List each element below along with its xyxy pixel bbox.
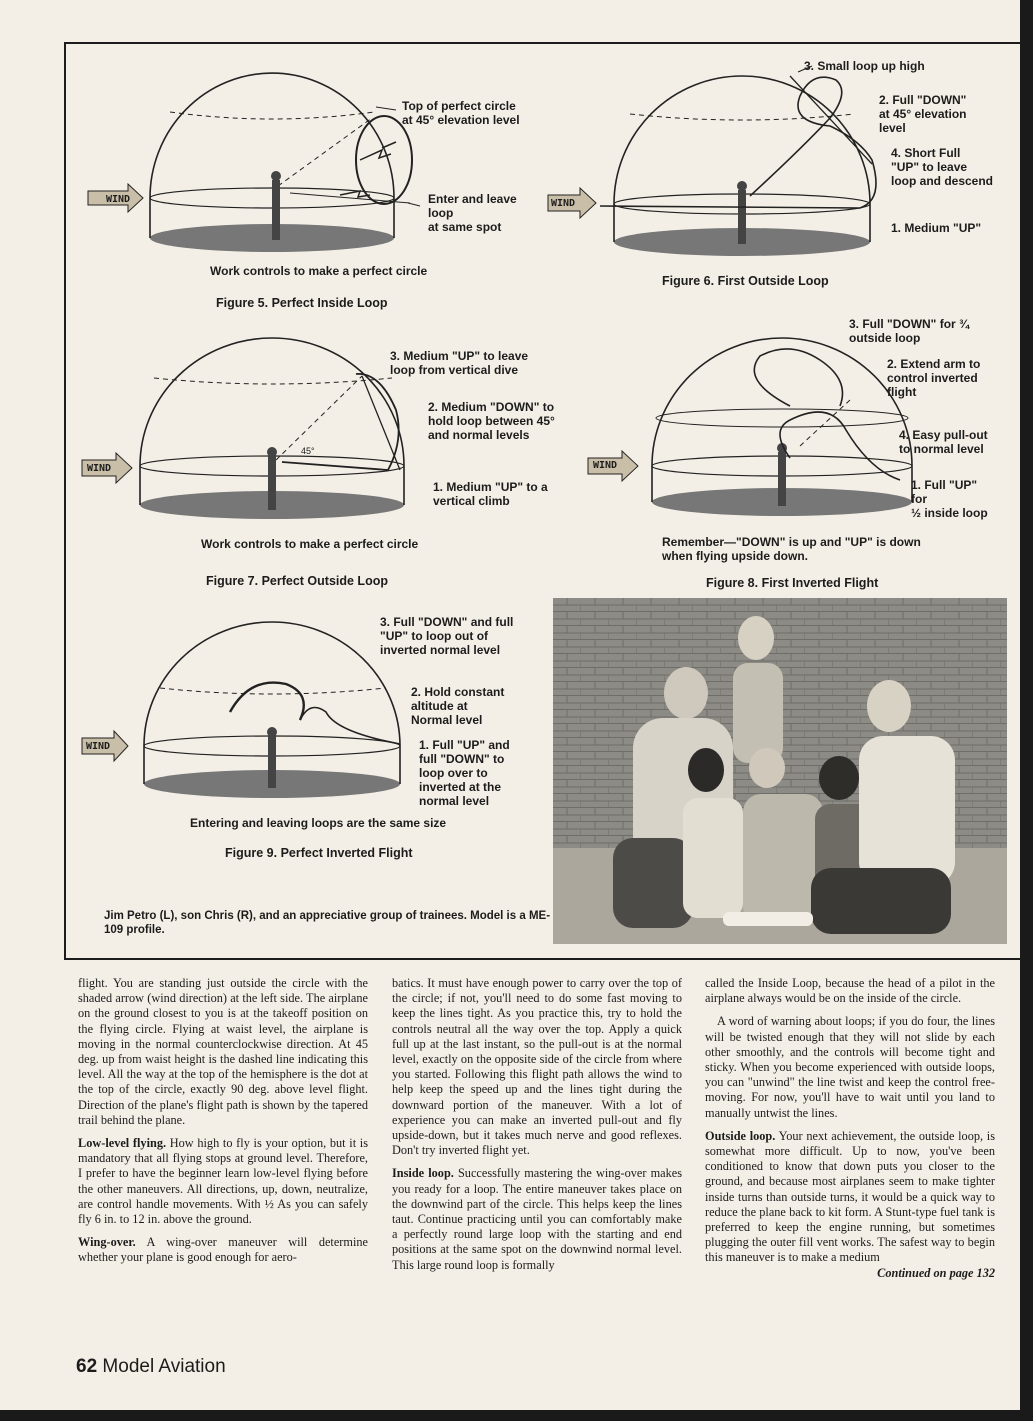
column-1 — [78, 976, 368, 1274]
fig9-note: Entering and leaving loops are the same size — [190, 816, 447, 830]
col3-para-3 — [705, 1129, 995, 1266]
fig5-caption: Figure 5. Perfect Inside Loop — [216, 296, 388, 310]
fig5-note: Work controls to make a perfect circle — [210, 264, 428, 278]
col1-para-3-text: A wing-over maneuver will determine whether your plane is good enough for aero- — [78, 1235, 368, 1265]
scan-edge-right — [1020, 0, 1033, 1421]
low-level-heading: Low-level flying. — [78, 1136, 167, 1151]
fig7-label-1: 1. Medium "UP" to a vertical climb — [433, 480, 548, 508]
col1-para-2 — [78, 1136, 368, 1227]
col2-para-2 — [392, 1166, 682, 1272]
fig5-top-label: Top of perfect circle at 45° elevation level — [402, 99, 520, 127]
wind-label-fig6: WIND — [551, 198, 576, 209]
fig8-label-4: 4. Easy pull-out to normal level — [899, 428, 988, 456]
col3-para-2: A word of warning about loops; if you do four, the lines will be twisted enough that they will not slide by each other smoothly, and the controls will become tight and sticky. When you become experienced with outside loops, you can "unwind" the line twist and keep the control free-moving. For now, you'll have to wait until you land to manually untwist the lines. — [705, 1014, 995, 1120]
col2-para-2-text: Successfully mastering the wing-over makes you ready for a loop. The entire maneuver takes place on the downwind part of the circle. This helps keep the lines taut. Continue practicing until you can comfortably make a perfectly round large loop with the starting and end positions at the same spot on the downwind normal level. This large round loop is formally — [392, 1166, 683, 1272]
page-number: 62 — [76, 1356, 98, 1377]
figure-9-diagram — [0, 0, 600, 900]
continued-note: Continued on page 132 — [877, 1265, 995, 1280]
fig7-angle-label: 45° — [301, 446, 315, 456]
fig6-label-1: 1. Medium "UP" — [891, 221, 982, 235]
scan-edge-bottom — [0, 1410, 1033, 1421]
col2-para-1: batics. It must have enough power to carry over the top of the circle; if not, you'll need to do some fast moving to keep the lines tight. As you practice this, try to hold the controls neutral all the way over the top. Apply a quick full up at the last instant, so the pull-out is at the normal level, exactly on the opposite side of the circle from where you started. Following this flight path allows the wind to help keep the speed up and the lines tight during the downward portion of the maneuver. With a lot of experience you can make an inverted pull-out and fly upside-down, but it takes much nerve and good reflexes. Don't try inverted flight yet. — [392, 976, 682, 1158]
fig7-note: Work controls to make a perfect circle — [201, 537, 419, 551]
outside-loop-heading: Outside loop. — [705, 1128, 776, 1143]
fig7-label-3: 3. Medium "UP" to leave loop from vertical dive — [390, 349, 529, 377]
fig6-caption: Figure 6. First Outside Loop — [662, 274, 829, 288]
fig7-caption: Figure 7. Perfect Outside Loop — [206, 574, 388, 588]
photo-caption: Jim Petro (L), son Chris (R), and an appreciative group of trainees. Model is a ME-109 profile. — [104, 910, 551, 936]
fig9-label-1: 1. Full "UP" and full "DOWN" to loop over to inverted at the normal level — [419, 738, 510, 808]
fig8-label-2: 2. Extend arm to control inverted flight — [887, 357, 981, 399]
fig8-label-3: 3. Full "DOWN" for ¾ outside loop — [849, 317, 970, 345]
column-2 — [392, 976, 682, 1281]
fig9-caption: Figure 9. Perfect Inverted Flight — [225, 846, 413, 860]
wind-label-fig9: WIND — [86, 741, 111, 752]
article-body — [78, 976, 998, 1356]
fig6-label-2: 2. Full "DOWN" at 45° elevation level — [879, 93, 967, 135]
page-folio — [76, 1356, 226, 1378]
fig5-enter-label: Enter and leave loop at same spot — [428, 192, 517, 234]
wing-over-heading: Wing-over. — [78, 1235, 136, 1250]
figure-9 — [0, 0, 1, 1]
photo-trainees — [553, 598, 1007, 944]
inside-loop-heading: Inside loop. — [392, 1166, 454, 1181]
column-3 — [705, 976, 995, 1281]
fig8-label-1: 1. Full "UP" for ½ inside loop — [911, 478, 988, 520]
col1-para-1: flight. You are standing just outside the circle with the shaded arrow (wind direction) at the left side. The airplane on the ground closest to you is at the takeoff position on the flying circle. Flying at waist level, the airplane is moving in the normal counterclockwise direction. At 45 deg. up from waist height is the dashed line indicating this level. All the way at the top of the hemisphere is the dot at the top of the circle, exactly 90 deg. above level flight. Direction of the plane's flight path is shown by the tapered trail behind the plane. — [78, 976, 368, 1127]
fig9-label-2: 2. Hold constant altitude at Normal level — [411, 685, 505, 727]
fig7-label-2: 2. Medium "DOWN" to hold loop between 45° and normal levels — [428, 400, 555, 442]
col1-para-3 — [78, 1235, 368, 1265]
fig9-label-3: 3. Full "DOWN" and full "UP" to loop out of inverted normal level — [380, 615, 514, 657]
wind-label-fig8: WIND — [593, 460, 618, 471]
col1-para-2-text: How high to fly is your option, but it is mandatory that all flying stops at ground level. Therefore, I prefer to have the beginner learn low-level flying before the other maneuvers. All directions, up, down, neutralize, are control handle movements. With ½ As you can safely fly 6 in. to 12 in. above the ground. — [78, 1136, 369, 1227]
col3-para-3-text: Your next achievement, the outside loop, is somewhat more difficult. Up to now, you've been conditioned to know that down puts you closer to the ground, and because most airplanes seem to make tighter inside turns than outside turns, it would be a quick way to reduce the plane back to kit form. A Stunt-type fuel tank is preferred to keep the engine running, but sometimes plugging the outer fill vent works. The safest way to begin this maneuver is to make a medium — [705, 1128, 995, 1265]
fig6-label-3: 3. Small loop up high — [804, 59, 925, 73]
col3-para-1: called the Inside Loop, because the head of a pilot in the airplane always would be on the inside of the circle. — [705, 976, 995, 1006]
magazine-title: Model Aviation — [102, 1356, 226, 1377]
fig6-label-4: 4. Short Full "UP" to leave loop and descend — [891, 146, 994, 188]
fig8-note: Remember—"DOWN" is up and "UP" is down when flying upside down. — [662, 535, 921, 563]
wind-label-fig7: WIND — [87, 463, 112, 474]
fig8-caption: Figure 8. First Inverted Flight — [706, 576, 879, 590]
photo-illustration — [553, 598, 1007, 944]
wind-label-fig5: WIND — [106, 194, 131, 205]
